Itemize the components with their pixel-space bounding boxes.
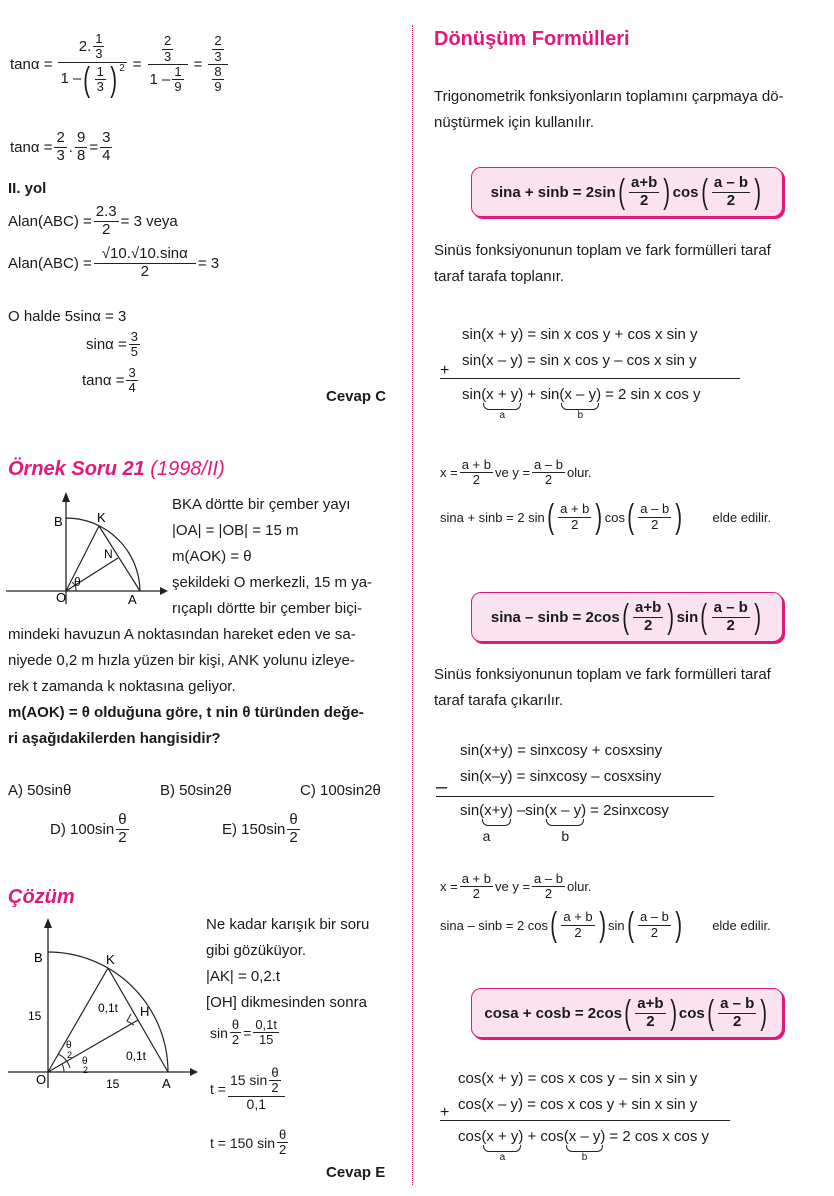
d: 0,1 <box>246 1095 266 1112</box>
fig2-label-a: A <box>162 1076 171 1091</box>
t: t = <box>210 1080 226 1097</box>
d: 4 <box>102 146 111 164</box>
d: 2 <box>726 191 736 209</box>
o-halde-line: O halde 5sinα = 3 <box>8 308 127 325</box>
option-c: C) 100sin2θ <box>300 782 381 799</box>
t: (x – y) <box>544 802 587 819</box>
label-b: b <box>577 410 583 421</box>
t: sin <box>210 1024 228 1041</box>
d: 3 <box>96 79 104 95</box>
d: 2 <box>472 472 480 488</box>
opt-text: E) 150sin <box>222 820 286 838</box>
label-a: a <box>499 410 506 421</box>
fraction-big: 2. $\frac{1}{3}$ 1 – ( $\frac{1}{3}$ ) $^2$ <box>60 31 125 99</box>
fig2-label-h: H <box>140 1004 150 1019</box>
answer-e: Cevap E <box>326 1164 386 1181</box>
n: 1 <box>95 31 103 46</box>
label-b: b <box>561 828 570 844</box>
square: 2 <box>119 62 125 74</box>
example-year: (1998/II) <box>150 458 225 480</box>
fig1-label-theta: θ <box>74 575 81 589</box>
t: + cos <box>527 1128 564 1145</box>
d: 2 <box>544 886 553 902</box>
t: cos <box>604 509 625 525</box>
t: (x – y) <box>563 1128 606 1145</box>
d: 4 <box>128 380 136 396</box>
n: a+b <box>637 995 664 1012</box>
n: θ <box>118 811 127 828</box>
paragraph-sum <box>434 238 771 290</box>
eq1-line2: sin(x – y) = sin x cos y – cos x sin y <box>462 352 697 369</box>
eq3-line2: cos(x – y) = cos x cos y + sin x sin y <box>458 1096 698 1113</box>
eq1-line1: sin(x + y) = sin x cos y + cos x sin y <box>462 326 698 343</box>
n: a + b <box>560 501 590 517</box>
t: (x – y) <box>559 386 602 403</box>
eq3-rule <box>440 1120 730 1121</box>
opt-text: D) 100sin <box>50 820 115 838</box>
den-text: 1 – <box>60 70 82 88</box>
t: cos <box>458 1128 482 1145</box>
formula-box-sum-sin: sina + sinb = 2sin ( $\frac{a+b}{2}$ ) cos ( $\frac{a - b}{2}$ ) <box>471 167 783 217</box>
d: 3 <box>56 146 65 164</box>
fig2-half-angle-1d: 2 <box>67 1050 73 1060</box>
num-text: 2. <box>78 37 92 55</box>
eq: = <box>89 138 99 156</box>
t: = 2sinxcosy <box>590 802 669 819</box>
fig2-radius-b: 15 <box>28 1009 42 1023</box>
d: 2 <box>650 924 659 940</box>
n: a + b <box>461 871 491 886</box>
substitution-2 <box>440 872 592 902</box>
d: 2 <box>574 924 582 940</box>
fig2-label-k: K <box>106 952 115 967</box>
solution-text <box>206 912 369 1016</box>
t: elde edilir. <box>712 917 771 933</box>
n: a – b <box>534 871 563 886</box>
eq2-line1: sin(x+y) = sinxcosy + cosxsiny <box>460 742 663 759</box>
area-equation-1 <box>8 204 178 238</box>
fig2-radius-a: 15 <box>106 1077 120 1091</box>
d: 9 <box>214 79 222 95</box>
d: 2 <box>140 262 149 280</box>
t: olur. <box>566 465 592 481</box>
rest: = 3 veya <box>120 212 178 230</box>
fig1-label-o: O <box>56 590 67 605</box>
n: θ <box>289 811 298 828</box>
answer-c: Cevap C <box>326 388 387 405</box>
n: 1 <box>96 63 104 79</box>
n: θ <box>279 1127 287 1142</box>
fig1-label-a: A <box>128 592 137 607</box>
d: 2 <box>271 1080 279 1096</box>
formula-box-diff-sin: sina – sinb = 2cos ( $\frac{a+b}{2}$ ) sin ( $\frac{a - b}{2}$ ) <box>471 592 783 642</box>
t: = 2 sin x cos y <box>605 386 701 403</box>
label: Alan(ABC) = <box>8 212 92 230</box>
d: 2 <box>118 828 127 846</box>
n: a – b <box>640 501 670 517</box>
t: elde edilir. <box>712 509 772 525</box>
plus-sign: + <box>440 362 450 379</box>
sin-result <box>86 330 142 360</box>
d: 2 <box>726 616 735 634</box>
fig1-label-k: K <box>97 510 106 525</box>
q-line: rek t zamanda k noktasına geliyor. <box>8 678 236 695</box>
eq: = <box>193 55 203 73</box>
n: 0,1t <box>255 1017 278 1032</box>
q-bold-line: ri aşağıdakilerden hangisidir? <box>8 730 221 747</box>
eq1-rule <box>440 378 740 379</box>
t: ve y = <box>495 465 531 481</box>
t: sina – sinb = 2 cos <box>440 917 549 933</box>
label: tanα = <box>82 372 125 390</box>
line: nüştürmek için kullanılır. <box>434 114 595 131</box>
substitution-1 <box>440 458 592 488</box>
n: 2 <box>163 33 172 49</box>
q-bold-line: m(AOK) = θ olduğuna göre, t nin θ türünden değe- <box>8 704 364 721</box>
d: 2 <box>646 1012 655 1030</box>
n: a – b <box>713 599 748 616</box>
t: (x + y) <box>481 386 524 403</box>
t: x = <box>440 879 458 895</box>
tan-equation-2 <box>10 130 114 164</box>
n: a+b <box>635 599 662 616</box>
t: sin <box>462 386 482 403</box>
fig1-label-b: B <box>54 514 63 529</box>
lhs: cosa + cosb = 2cos <box>484 1004 622 1022</box>
d: 2 <box>472 886 480 902</box>
dot: . <box>68 138 73 156</box>
t: (x + y) <box>481 1128 524 1145</box>
example-title: Örnek Soru 21 <box>8 458 145 480</box>
mid: cos <box>678 1004 705 1022</box>
paragraph-diff <box>434 662 771 714</box>
formula-box-sum-cos: cosa + cosb = 2cos ( $\frac{a+b}{2}$ ) cos ( $\frac{a - b}{2}$ ) <box>471 988 783 1038</box>
n: 9 <box>76 129 86 146</box>
t: ve y = <box>495 879 531 895</box>
option-a: A) 50sinθ <box>8 782 72 799</box>
t: sina + sinb = 2 sin <box>440 509 545 525</box>
n: a + b <box>563 909 593 925</box>
d: 3 <box>95 46 103 62</box>
d: 2 <box>651 516 659 532</box>
sol-t1-eq <box>210 1066 287 1112</box>
result-1: sina + sinb = 2 sin ( $\frac{a + b}{2}$ ) cos ( $\frac{a - b}{2}$ ) elde edilir. <box>440 498 772 536</box>
section-title: Dönüşüm Formülleri <box>434 28 630 50</box>
sol-line: gibi gözüküyor. <box>206 942 307 959</box>
d: 2 <box>289 828 298 846</box>
tan-equation-1 <box>10 32 230 97</box>
sol-line: [OH] dikmesinden sonra <box>206 994 367 1011</box>
quarter-circle-figure-1 <box>0 488 170 608</box>
n: 15 sin <box>229 1072 268 1089</box>
n: a+b <box>631 174 658 191</box>
result-2: sina – sinb = 2 cos ( $\frac{a + b}{2}$ ) sin ( $\frac{a - b}{2}$ ) elde edilir. <box>440 906 771 944</box>
quarter-circle-figure-2 <box>0 908 200 1123</box>
option-d <box>50 812 131 846</box>
label-a: a <box>482 828 491 844</box>
fig2-label-o: O <box>36 1072 47 1087</box>
q-line: rıçaplı dörtte bir çember biçi- <box>172 600 363 617</box>
tan-label: tanα = <box>10 55 53 73</box>
question-body <box>8 622 364 752</box>
d: 2 <box>102 220 111 238</box>
eq1-sum <box>462 386 701 422</box>
d: 3 <box>163 48 172 64</box>
d: 2 <box>279 1142 287 1158</box>
n: 3 <box>102 129 111 146</box>
t: sin <box>525 802 545 819</box>
q-line: mindeki havuzun A noktasından hareket eden ve sa- <box>8 626 356 643</box>
plus-sign-2: + <box>440 1104 450 1121</box>
d: 2 <box>643 616 653 634</box>
intro-paragraph <box>434 84 784 136</box>
d: 3 <box>214 48 222 64</box>
n: 8 <box>214 63 222 79</box>
area-equation-2 <box>8 246 219 280</box>
n: 2 <box>214 33 222 49</box>
second-way-title: II. yol <box>8 180 47 197</box>
eq2-diff: sin(x+y) a – sin (x – y) b = 2sinxcosy <box>460 802 669 844</box>
rest: = 3 <box>197 254 220 272</box>
t: sin <box>607 917 625 933</box>
d: 15 <box>258 1032 274 1048</box>
lhs: sina + sinb = 2sin <box>490 183 616 201</box>
q-line: BKA dörtte bir çember yayı <box>172 496 351 513</box>
n: a – b <box>713 174 749 191</box>
minus-sign: – <box>436 776 448 798</box>
t: = 2 cos x cos y <box>609 1128 710 1145</box>
solution-heading: Çözüm <box>8 886 75 908</box>
fig2-seg-1: 0,1t <box>98 1001 119 1015</box>
eq: = <box>243 1024 252 1041</box>
line: taraf tarafa toplanır. <box>434 268 565 285</box>
d: 2 <box>544 472 553 488</box>
line: Sinüs fonksiyonunun toplam ve fark formülleri taraf <box>434 666 771 683</box>
n: a – b <box>534 457 563 472</box>
label-b: b <box>581 1152 588 1163</box>
n: 3 <box>130 329 139 344</box>
fig2-half-angle-1: θ <box>66 1040 72 1051</box>
sol-line: Ne kadar karışık bir soru <box>206 916 370 933</box>
eq3-line1: cos(x + y) = cos x cos y – sin x sin y <box>458 1070 698 1087</box>
sol-line: |AK| = 0,2.t <box>206 968 281 985</box>
tan-result <box>82 366 140 396</box>
n: a + b <box>461 457 491 472</box>
t: 1 – <box>149 70 171 88</box>
n: θ <box>271 1065 279 1080</box>
fig1-label-n: N <box>104 547 113 561</box>
d: 2 <box>640 191 649 209</box>
q-line: niyede 0,2 m hızla yüzen bir kişi, ANK yolunu izleye- <box>8 652 355 669</box>
eq2-rule <box>436 796 714 797</box>
mid: cos <box>672 183 699 201</box>
n: a – b <box>639 909 669 925</box>
lhs: sina – sinb = 2cos <box>490 608 620 626</box>
mid: sin <box>676 608 699 626</box>
eq3-sum <box>458 1128 709 1164</box>
n: a – b <box>720 995 755 1012</box>
t: t = 150 sin <box>210 1134 275 1151</box>
fig2-half-angle-2: θ <box>82 1056 88 1067</box>
n: 1 <box>174 63 182 79</box>
fraction-right <box>208 34 227 94</box>
fig2-half-angle-2d: 2 <box>83 1065 89 1075</box>
label: sinα = <box>86 336 127 354</box>
t: sin(x+y) <box>460 802 513 819</box>
t: x = <box>440 465 458 481</box>
d: 8 <box>76 146 86 164</box>
fig2-seg-2: 0,1t <box>126 1049 147 1063</box>
n: θ <box>231 1017 240 1032</box>
t: olur. <box>566 879 592 895</box>
example-heading <box>8 458 225 481</box>
option-b: B) 50sin2θ <box>160 782 232 799</box>
d: 2 <box>231 1032 240 1048</box>
option-e <box>222 812 302 846</box>
line: taraf tarafa çıkarılır. <box>434 692 564 709</box>
question-side-text <box>172 492 372 622</box>
q-line: m(AOK) = θ <box>172 548 252 565</box>
sol-sin-eq <box>210 1018 281 1048</box>
fig2-label-b: B <box>34 950 43 965</box>
line: Sinüs fonksiyonunun toplam ve fark formülleri taraf <box>434 242 771 259</box>
label: tanα = <box>10 138 53 156</box>
line: Trigonometrik fonksiyonların toplamını çarpmaya dö- <box>434 88 784 105</box>
n: 2.3 <box>95 203 117 220</box>
n: √10.√10.sinα <box>94 246 196 264</box>
sol-t2-eq <box>210 1128 290 1158</box>
t: + sin <box>527 386 560 403</box>
fraction-mid <box>148 34 188 94</box>
label: Alan(ABC) = <box>8 254 92 272</box>
d: 2 <box>733 1012 742 1030</box>
eq: = <box>132 55 142 73</box>
d: 2 <box>571 516 579 532</box>
d: 9 <box>174 79 182 95</box>
label-a: a <box>499 1152 506 1163</box>
d: 5 <box>130 344 139 360</box>
q-line: |OA| = |OB| = 15 m <box>172 522 299 539</box>
column-divider <box>412 25 413 1185</box>
q-line: şekildeki O merkezli, 15 m ya- <box>172 574 373 591</box>
n: 3 <box>128 365 136 380</box>
n: 2 <box>56 129 65 146</box>
eq2-line2: sin(x–y) = sinxcosy – cosxsiny <box>460 768 662 785</box>
